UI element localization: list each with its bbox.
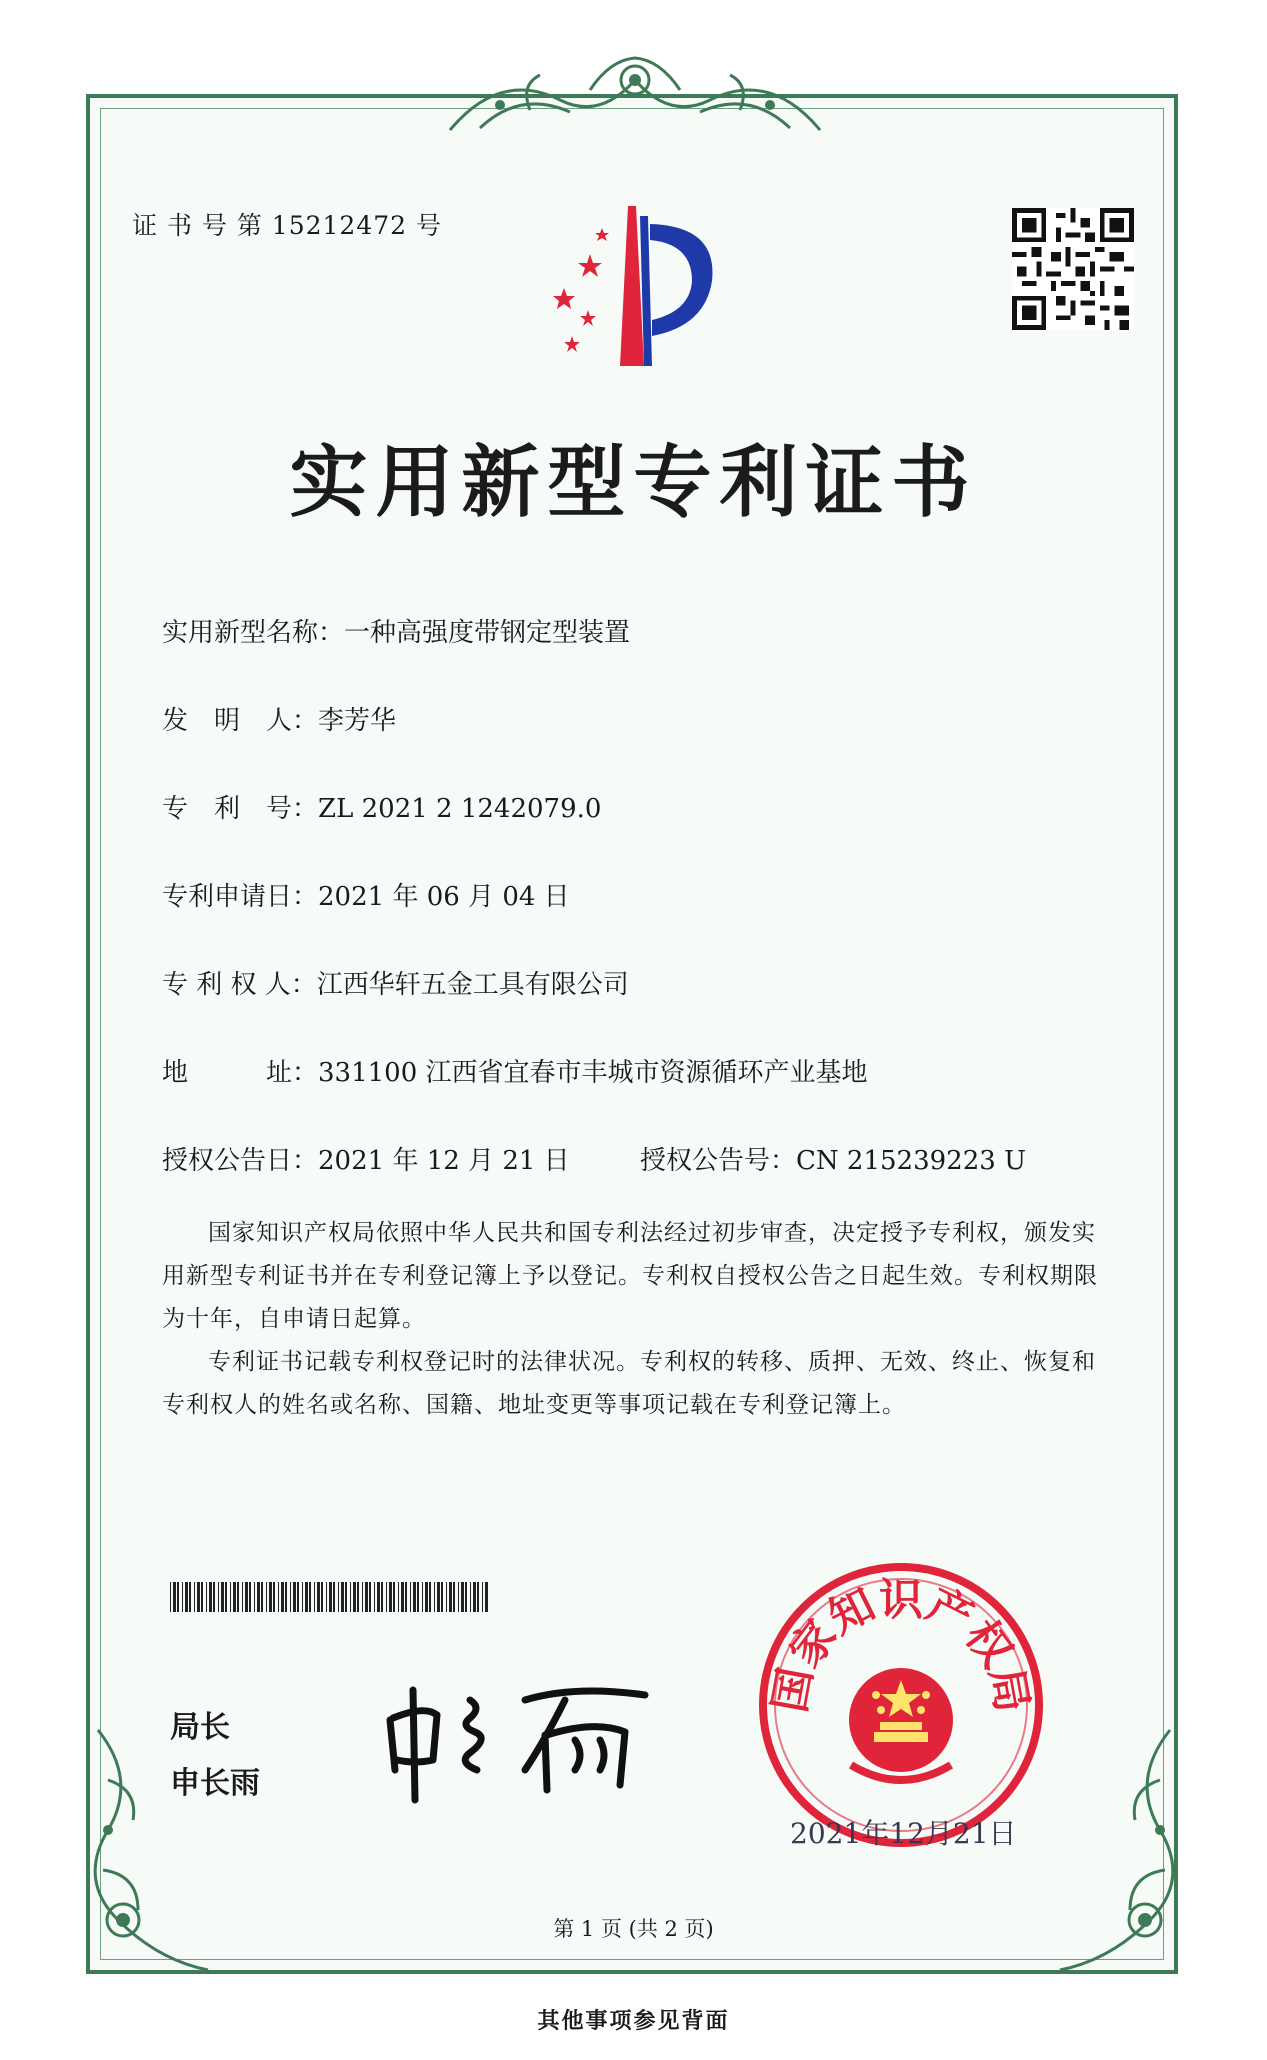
official-red-seal <box>756 1560 1046 1850</box>
field-value: 江西华轩五金工具有限公司 <box>316 970 629 1000</box>
statement-paragraph-2: 专利证书记载专利权登记时的法律状况。专利权的转移、质押、无效、终止、恢复和专利权人的姓名或名称、国籍、地址变更等事项记载在专利登记簿上。 <box>162 1349 1096 1418</box>
barcode <box>170 1582 490 1612</box>
certificate-title: 实用新型专利证书 <box>289 437 978 528</box>
page-number: 第 1 页 (共 2 页) <box>553 1917 714 1941</box>
field-value: 2021 年 12 月 21 日 <box>318 1146 570 1176</box>
field-application-date <box>162 876 570 913</box>
field-value: 2021 年 06 月 04 日 <box>318 882 570 912</box>
field-grant-date <box>162 1140 570 1177</box>
field-value: 一种高强度带钢定型装置 <box>344 618 631 648</box>
field-value: 李芳华 <box>318 706 397 736</box>
certificate-statement <box>162 1212 1112 1427</box>
field-label: 专利申请日： <box>162 882 319 912</box>
certificate-number <box>132 206 442 242</box>
qr-code <box>1012 208 1134 330</box>
seal-text: 国家知识产权局 <box>764 1574 1038 1717</box>
field-address <box>162 1052 868 1089</box>
certificate-number-prefix: 证 书 号 第 <box>132 211 263 240</box>
seal-date: 2021年12月21日 <box>790 1817 1017 1850</box>
field-label: 实用新型名称： <box>162 618 345 648</box>
field-grant-number <box>640 1140 1026 1177</box>
certificate-number-suffix: 号 <box>416 211 443 240</box>
certificate-number-value: 15212472 <box>271 211 408 240</box>
field-inventor <box>162 700 396 737</box>
signer-name: 申长雨 <box>170 1766 260 1801</box>
field-label: 授权公告号： <box>640 1146 797 1176</box>
field-value: 331100 江西省宜春市丰城市资源循环产业基地 <box>318 1058 868 1088</box>
field-label: 地 址： <box>162 1058 319 1088</box>
top-ornament-decoration <box>440 50 830 140</box>
field-value: ZL 2021 2 1242079.0 <box>318 794 602 824</box>
field-label: 专 利 号： <box>162 794 319 824</box>
field-value: CN 215239223 U <box>796 1146 1026 1176</box>
field-patent-number <box>162 788 601 825</box>
statement-paragraph-1: 国家知识产权局依照中华人民共和国专利法经过初步审查，决定授予专利权，颁发实用新型专利证书并在专利登记簿上予以登记。专利权自授权公告之日起生效。专利权期限为十年，自申请日起算。 <box>162 1220 1098 1332</box>
field-label: 专 利 权 人： <box>162 970 317 1000</box>
field-utility-model-name <box>162 612 630 649</box>
footer-note: 其他事项参见背面 <box>537 2008 730 2034</box>
cnipa-emblem-icon <box>540 196 720 376</box>
handwritten-signature <box>375 1660 665 1810</box>
field-label: 发 明 人： <box>162 706 319 736</box>
field-label: 授权公告日： <box>162 1146 319 1176</box>
signer-title: 局长 <box>170 1710 230 1745</box>
field-patentee <box>162 964 629 1001</box>
